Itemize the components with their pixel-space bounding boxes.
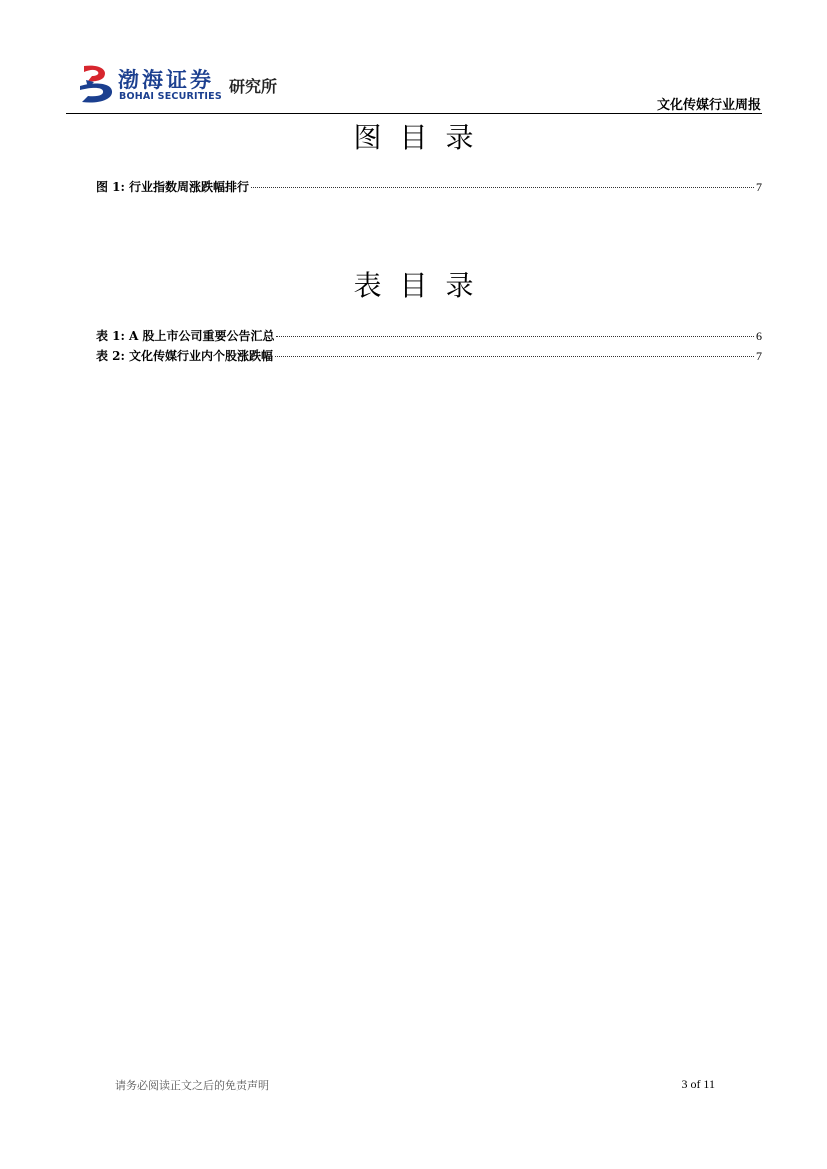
table-toc-title: 表目录 <box>353 269 492 302</box>
bohai-logo-icon <box>78 64 114 104</box>
toc-entry-text: A 股上市公司重要公告汇总 <box>128 329 275 343</box>
toc-dot-leader <box>251 187 754 188</box>
bohai-securities-logo <box>78 64 298 106</box>
logo-institute-name: 研究所 <box>229 77 278 96</box>
toc-entry-page: 7 <box>756 349 762 363</box>
toc-entry-label: 表 2: <box>96 349 125 363</box>
figure-toc-entry[interactable] <box>96 178 762 194</box>
toc-entry-page: 6 <box>756 329 762 343</box>
toc-entry-text: 行业指数周涨跌幅排行 <box>128 180 249 194</box>
figure-toc-title: 图目录 <box>353 121 492 154</box>
footer-page-indicator: 3 of 11 <box>681 1077 715 1091</box>
toc-entry-label: 图 1: <box>96 180 125 194</box>
toc-entry-label: 表 1: <box>96 329 125 343</box>
report-type-label: 文化传媒行业周报 <box>656 98 761 113</box>
table-toc-entry[interactable] <box>96 347 762 363</box>
header-divider <box>66 113 762 114</box>
toc-entry-text: 文化传媒行业内个股涨跌幅 <box>128 349 273 363</box>
logo-english-name: BOHAI SECURITIES <box>119 91 222 102</box>
logo-chinese-name: 渤海证券 <box>118 67 214 92</box>
toc-dot-leader <box>275 356 754 357</box>
footer-disclaimer: 请务必阅读正文之后的免责声明 <box>115 1079 269 1092</box>
table-toc-entry[interactable] <box>96 327 762 343</box>
toc-dot-leader <box>276 336 754 337</box>
toc-entry-page: 7 <box>756 180 762 194</box>
